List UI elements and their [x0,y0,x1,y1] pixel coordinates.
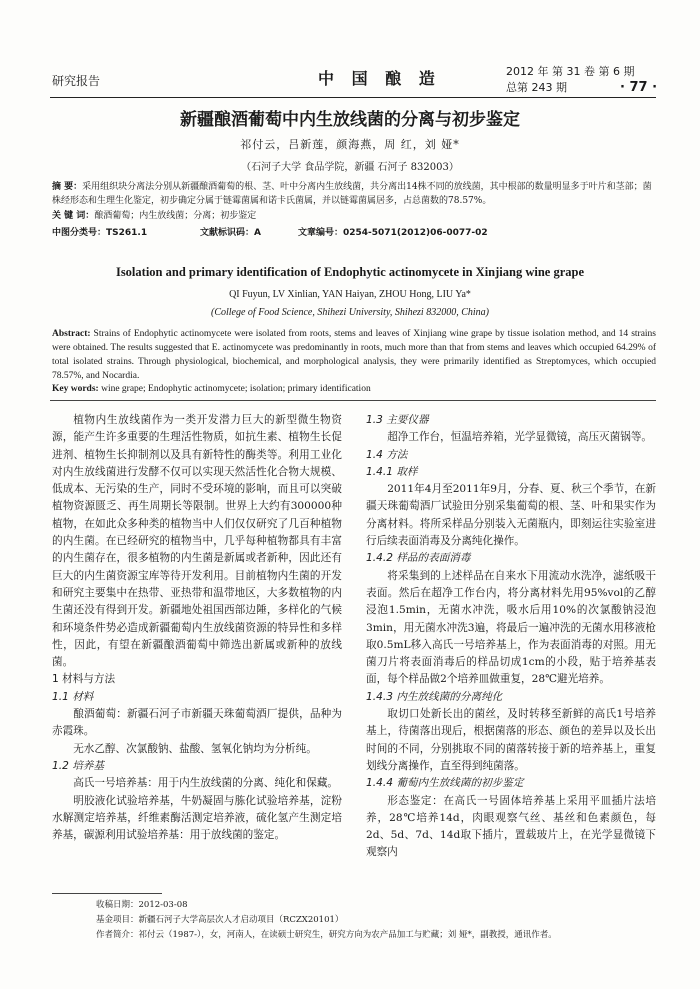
affiliation-cn: （石河子大学 食品学院，新疆 石河子 832003） [241,162,459,173]
section-label: 研究报告 [52,74,101,88]
abstract-en-label: Abstract: [52,329,91,339]
body-paragraph: 将采集到的上述样品在自来水下用流动水洗净，滤纸吸干表面。然后在超净工作台内，将分离材料先用95%vol的乙醇浸泡1.5min，无菌水冲洗，吸水后用10%的次氯酸钠浸泡3min，用无菌水冲洗3遍，将最后一遍冲洗的无菌水用移液枪取0.5mL移入高氏一号培养基上，作为表面消毒的对照。用无菌刀片将表面消毒后的样品切成1cm的小段，贴于培养基表面，每个样品做2个培养皿做重复，28℃避光培养。 [366,569,656,686]
body-paragraph: 酿酒葡萄：新疆石河子市新疆天珠葡萄酒厂提供，品种为赤霞珠。 [52,708,342,738]
section-heading: 1 材料与方法 [52,673,116,686]
fund-info: 基金项目：新疆石河子大学高层次人才启动项目（RCZX20101） [96,915,344,925]
abstract-cn [52,180,656,208]
authors-cn: 祁付云，吕新莲，颜海燕，周 红，刘 娅* [240,138,460,151]
body-divider [50,400,656,401]
received-date: 收稿日期：2012-03-08 [96,900,188,910]
body-paragraph: 超净工作台，恒温培养箱，光学显微镜，高压灭菌锅等。 [387,431,653,444]
left-column [52,412,342,844]
body-paragraph: 形态鉴定：在高氏一号固体培养基上采用平皿插片法培养，28℃培养14d，肉眼观察气丝、基丝和色素颜色，每2d、5d、7d、14d取下插片，置载玻片上，在光学显微镜下观察内 [366,794,656,859]
body-paragraph: 明胶液化试验培养基，牛奶凝固与胨化试验培养基，淀粉水解测定培养基，纤维素酶活测定培养液，硫化氢产生测定培养基，碳源利用试验培养基：用于放线菌的鉴定。 [52,794,342,842]
issue-line-1: 2012 年 第 31 卷 第 6 期 [506,65,635,78]
keywords-en [52,384,656,394]
body-paragraph: 取切口处新长出的菌丝，及时转移至新鲜的高氏1号培养基上，待菌落出现后，根据菌落的形态、颜色的差异以及长出时间的不同，分别挑取不同的菌落转接于新的培养基上，重复划线分离操作，直至得到纯菌落。 [366,708,656,772]
footnote-divider [52,893,162,894]
author-info: 作者简介：祁付云（1987-），女，河南人，在读硕士研究生，研究方向为农产品加工与贮藏；刘 娅*，副教授，通讯作者。 [96,930,557,940]
header-divider [50,97,656,98]
subsection-heading: 1.2 培养基 [52,759,104,772]
abstract-en-text: Strains of Endophytic actinomycete were isolated from roots, stems and leaves of Xinjiang wine grape by tissue isolation method, and 14 strains were obtained. The results suggested that E. actinomycete was predominantly in roots, much more than that from stems and leaves which occupied 64.29% of total isolated strains. Through physiological, biochemical, and morphological analysis, they were primarily identified as Streptomyces, which occupied 78.57%, and Nocardia. [52,329,656,381]
affiliation-en: (College of Food Science, Shihezi University, Shihezi 832000, China) [210,307,489,318]
clc-number: 中图分类号：TS261.1 [52,228,148,238]
subsection-heading: 1.3 主要仪器 [366,414,429,426]
classification-line [52,226,656,240]
abstract-en [52,327,656,383]
authors-en: QI Fuyun, LV Xinlian, YAN Haiyan, ZHOU Hong, LIU Ya* [229,289,471,300]
keywords-en-label: Key words: [52,384,99,394]
subsection-heading: 1.4.1 取样 [366,465,418,478]
body-paragraph: 2011年4月至2011年9月，分春、夏、秋三个季节，在新疆天珠葡萄酒厂试验田分别采集葡萄的根、茎、叶和果实作为分离材料。将所采样品分别装入无菌瓶内，即刻运往实验室进行后续表面消毒及分离纯化操作。 [366,483,656,548]
issue-info [506,64,634,96]
subsection-heading: 1.4.4 葡萄内生放线菌的初步鉴定 [366,777,524,790]
journal-name: 中 国 酿 造 [318,69,441,88]
keywords-cn-text: 酿酒葡萄；内生放线菌；分离；初步鉴定 [94,211,257,221]
issue-line-2: 总第 243 期 [506,81,567,94]
footnotes [96,898,656,943]
body-paragraph: 高氏一号培养基：用于内生放线菌的分离、纯化和保藏。 [73,777,339,790]
keywords-cn-label: 关 键 词： [52,211,95,221]
body-paragraph: 植物内生放线菌作为一类开发潜力巨大的新型微生物资源，能产生许多重要的生理活性物质，如抗生素、植物生长促进剂、植物生长抑制剂以及具有新特性的酶类等。利用工业化对内生放线菌进行发酵不仅可以实现天然活性化合物大规模、低成本、无污染的生产，同时不受环境的影响，而且可以突破植物资源匮乏、再生周期长等限制。世界上大约有300000种植物，在如此众多种类的植物当中人们仅仅研究了几百种植物的内生菌。在已经研究的植物当中，几乎每种植物都具有丰富的内生菌存在，很多植物的内生菌是新属或者新种，因此还有巨大的内生菌资源宝库等待开发利用。目前植物内生菌的开发和研究主要集中在热带、亚热带和温带地区，大多数植物的内生菌还没有得到开发。新疆地处祖国西部边陲，多样化的气候和环境条件势必造成新疆葡萄内生放线菌资源的特异性和多样性，因此，有望在新疆酿酒葡萄中筛选出新属或新种的放线菌。 [52,414,342,669]
subsection-heading: 1.4 方法 [366,448,408,461]
abstract-cn-label: 摘 要： [52,182,83,192]
subsection-heading: 1.4.3 内生放线菌的分离纯化 [366,690,503,703]
keywords-cn [52,209,656,223]
title-cn: 新疆酿酒葡萄中内生放线菌的分离与初步鉴定 [180,110,520,130]
right-column [366,412,656,862]
title-en: Isolation and primary identification of Endophytic actinomycete in Xinjiang wine grape [115,265,585,279]
article-number: 文章编号：0254-5071(2012)06-0077-02 [298,228,488,238]
subsection-heading: 1.1 材料 [52,690,94,703]
subsection-heading: 1.4.2 样品的表面消毒 [366,552,471,565]
document-code: 文献标识码：A [200,228,261,238]
page-number: · 77 · [620,80,658,95]
abstract-cn-text: 采用组织块分离法分别从新疆酿酒葡萄的根、茎、叶中分离内生放线菌，共分离出14株不同的放线菌，其中根部的数量明显多于叶片和茎部；菌株经形态和生理生化鉴定，初步确定分属于链霉菌属和诺卡氏菌属，并以链霉菌属居多，占总菌数的78.57%。 [52,182,652,206]
body-paragraph: 无水乙醇、次氯酸钠、盐酸、氢氧化钠均为分析纯。 [73,742,317,755]
keywords-en-text: wine grape; Endophytic actinomycete; isolation; primary identification [101,384,371,394]
